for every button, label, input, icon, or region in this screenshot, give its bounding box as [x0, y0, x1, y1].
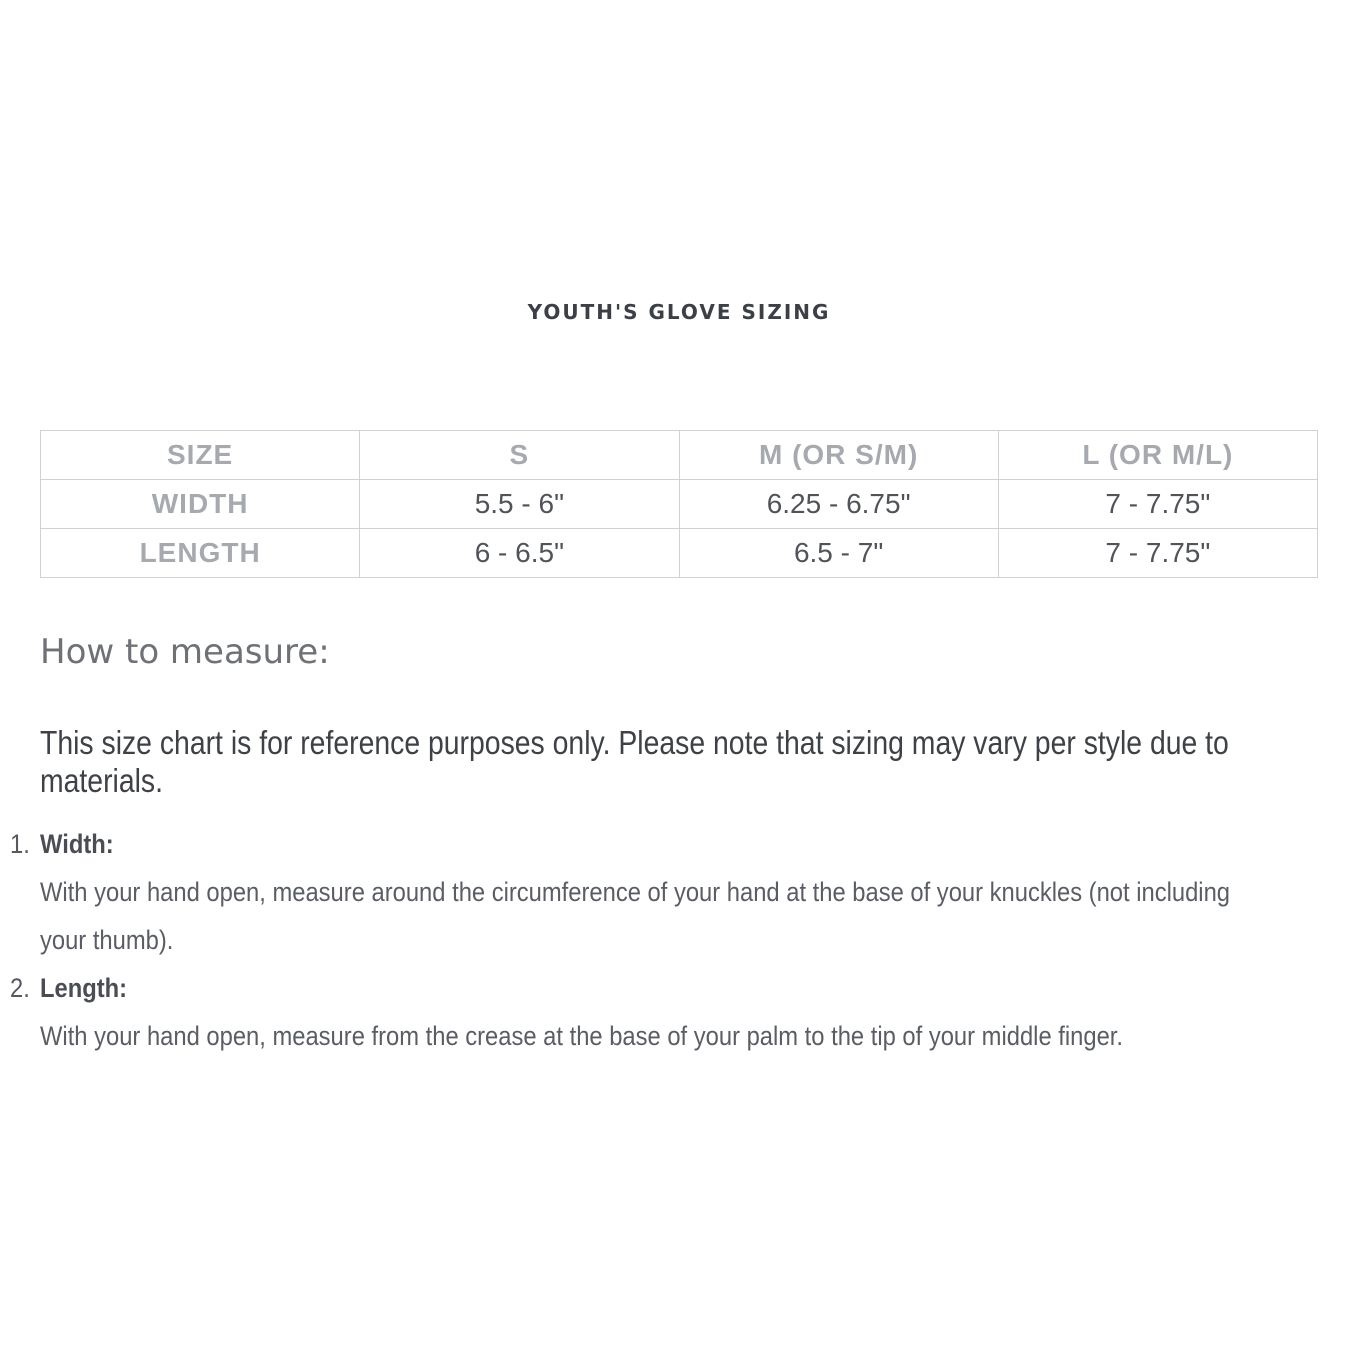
table-header-l: L (OR M/L) — [998, 431, 1317, 480]
step-description-length: With your hand open, measure from the crease at the base of your palm to the tip of your middle finger. — [40, 1021, 1123, 1051]
step-number: 1. — [10, 829, 30, 859]
list-item — [0, 826, 1372, 964]
how-to-measure-heading: How to measure: — [40, 632, 330, 672]
row-label-width: WIDTH — [41, 480, 360, 529]
table-cell: 6 - 6.5" — [360, 529, 679, 578]
table-cell: 6.5 - 7" — [679, 529, 998, 578]
table-cell: 6.25 - 6.75" — [679, 480, 998, 529]
table-header-row — [41, 431, 1318, 480]
table-row-length — [41, 529, 1318, 578]
measure-steps-list — [0, 826, 1372, 1066]
table-cell: 7 - 7.75" — [998, 529, 1317, 578]
size-chart-title: YOUTH'S GLOVE SIZING — [527, 300, 831, 324]
glove-size-table — [40, 430, 1318, 578]
step-label-width: Width: — [40, 829, 114, 859]
step-number: 2. — [10, 973, 30, 1003]
size-chart-disclaimer: This size chart is for reference purposes only. Please note that sizing may vary per style due to materials. — [40, 724, 1229, 799]
table-row-width — [41, 480, 1318, 529]
step-description-width: With your hand open, measure around the circumference of your hand at the base of your knuckles (not including your thumb). — [40, 877, 1231, 955]
table-header-m: M (OR S/M) — [679, 431, 998, 480]
table-cell: 5.5 - 6" — [360, 480, 679, 529]
list-item — [0, 970, 1372, 1060]
table-header-size: SIZE — [41, 431, 360, 480]
table-header-s: S — [360, 431, 679, 480]
table-cell: 7 - 7.75" — [998, 480, 1317, 529]
row-label-length: LENGTH — [41, 529, 360, 578]
step-label-length: Length: — [40, 973, 128, 1003]
